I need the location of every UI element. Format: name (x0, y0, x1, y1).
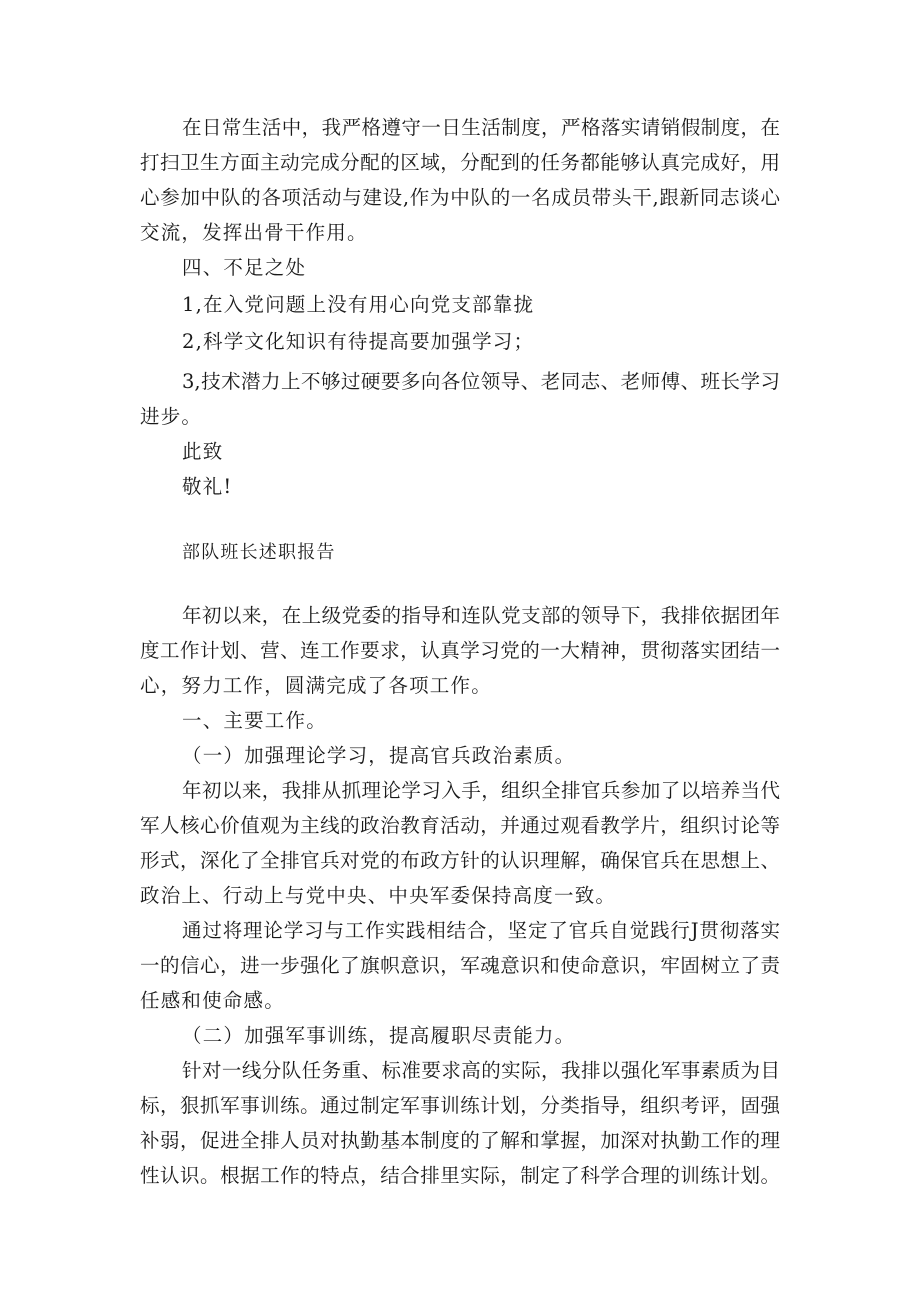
list-item: 2,科学文化知识有待提高要加强学习； (182, 330, 535, 353)
paragraph-line: 度工作计划、营、连工作要求，认真学习党的一大精神，贯彻落实团结一 (140, 639, 780, 662)
paragraph-line: 打扫卫生方面主动完成分配的区域，分配到的任务都能够认真完成好，用 (140, 151, 780, 174)
subsection-heading: （一）加强理论学习，提高官兵政治素质。 (182, 744, 576, 767)
section-heading: 四、不足之处 (182, 256, 307, 279)
list-item: 1,在入党问题上没有用心向党支部靠拢 (182, 293, 535, 316)
section-heading: 一、主要工作。 (182, 709, 327, 732)
paragraph-line: 通过将理论学习与工作实践相结合，坚定了官兵自觉践行J贯彻落实 (182, 919, 780, 942)
paragraph-line: 性认识。根据工作的特点，结合排里实际，制定了科学合理的训练计划。 (140, 1164, 780, 1187)
paragraph-line: 在日常生活中，我严格遵守一日生活制度，严格落实请销假制度，在 (182, 116, 780, 139)
paragraph-line: 军人核心价值观为主线的政治教育活动，并通过观看教学片，组织讨论等 (140, 814, 780, 837)
document-title: 部队班长述职报告 (182, 542, 336, 563)
paragraph-line: 形式，深化了全排官兵对党的布政方针的认识理解，确保官兵在思想上、 (140, 849, 780, 872)
subsection-heading: （二）加强军事训练，提高履职尽责能力。 (182, 1024, 576, 1047)
paragraph-line: 标，狠抓军事训练。通过制定军事训练计划，分类指导，组织考评，固强 (140, 1094, 780, 1117)
paragraph-line: 年初以来，我排从抓理论学习入手，组织全排官兵参加了以培养当代 (182, 779, 780, 802)
paragraph-line: 补弱，促进全排人员对执勤基本制度的了解和掌握，加深对执勤工作的理 (140, 1129, 780, 1152)
paragraph-line: 一的信心，进一步强化了旗帜意识，军魂意识和使命意识，牢固树立了责 (140, 954, 780, 977)
paragraph-line: 政治上、行动上与党中央、中央军委保持高度一致。 (140, 884, 617, 907)
list-item: 3,技术潜力上不够过硬要多向各位领导、老同志、老师傅、班长学习 (182, 370, 780, 393)
paragraph-line: 针对一线分队任务重、标准要求高的实际，我排以强化军事素质为目 (182, 1059, 780, 1082)
list-item: 进步。 (140, 405, 203, 428)
paragraph-line: 年初以来，在上级党委的指导和连队党支部的领导下，我排依据团年 (182, 604, 780, 627)
closing-line: 此致 (182, 440, 224, 463)
paragraph-line: 任感和使命感。 (140, 989, 285, 1012)
paragraph-line: 心参加中队的各项活动与建设,作为中队的一名成员带头干,跟新同志谈心 (140, 186, 780, 209)
paragraph-line: 交流，发挥出骨干作用。 (140, 221, 368, 244)
closing-line: 敬礼! (182, 475, 233, 498)
paragraph-line: 心，努力工作，圆满完成了各项工作。 (140, 674, 492, 697)
